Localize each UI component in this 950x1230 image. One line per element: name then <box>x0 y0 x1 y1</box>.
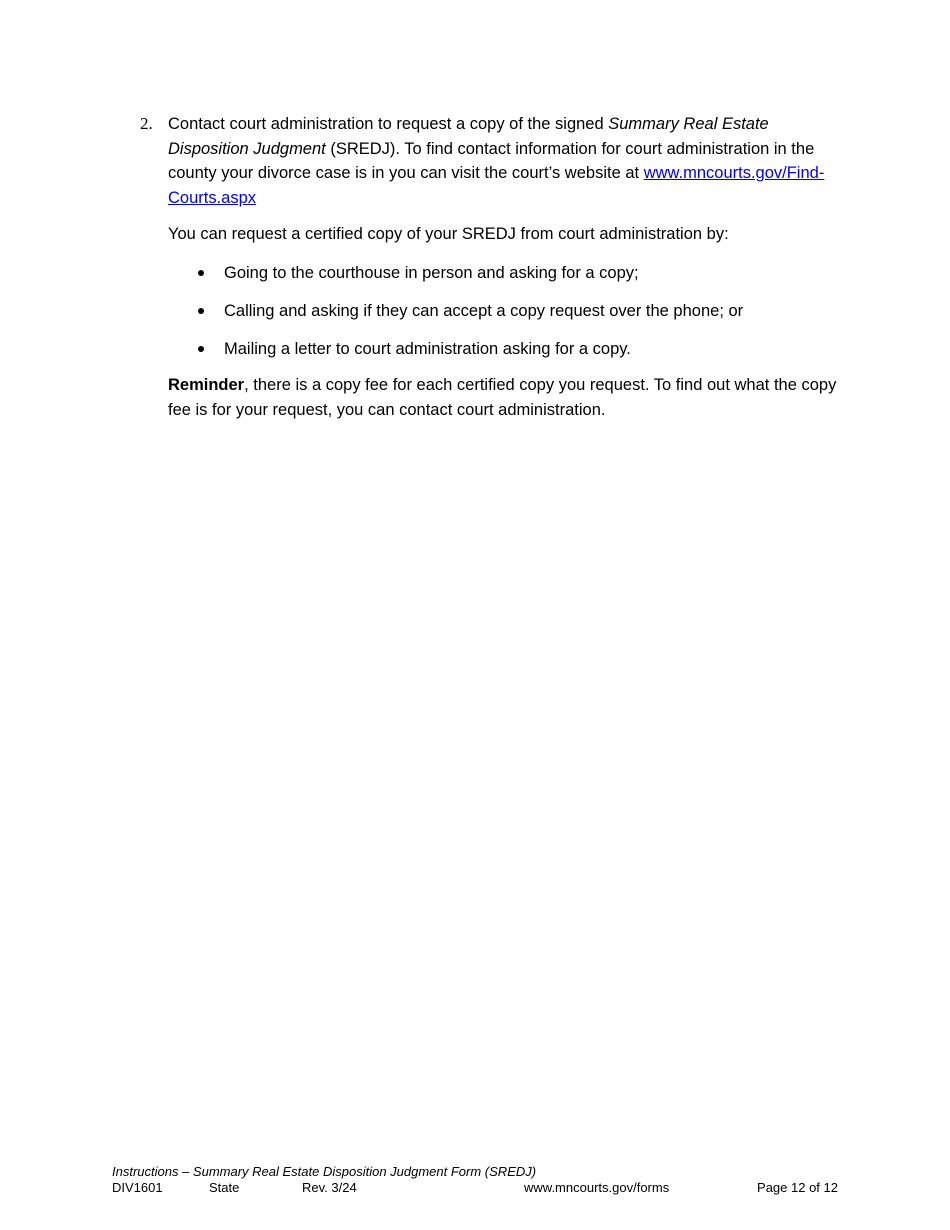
list-item <box>195 337 845 375</box>
bullet-icon <box>198 308 204 314</box>
list-item-text: Calling and asking if they can accept a copy request over the phone; or <box>224 302 744 320</box>
list-item-text: Mailing a letter to court administration asking for a copy. <box>224 340 631 358</box>
footer-revision: Rev. 3/24 <box>302 1180 357 1195</box>
reminder-paragraph <box>168 373 848 423</box>
item-text-italic: Summary Real Estate Disposition Judgment <box>168 115 769 158</box>
item-text-2: (SREDJ). To find contact information for court administration in the county your divorce case is in you can visit the court’s website at <box>168 139 815 182</box>
footer-title: Instructions – Summary Real Estate Disposition Judgment Form (SREDJ) <box>112 1164 537 1179</box>
request-methods-list <box>195 261 845 375</box>
item-body <box>168 112 840 210</box>
footer-url: www.mncourts.gov/forms <box>524 1180 670 1195</box>
find-courts-link[interactable]: www.mncourts.gov/Find-Courts.aspx <box>168 164 825 207</box>
item-number: 2. <box>140 114 153 133</box>
footer-row <box>112 1180 842 1196</box>
list-item <box>195 261 845 299</box>
item-text-1: Contact court administration to request a copy of the signed <box>168 115 609 133</box>
reminder-label: Reminder <box>168 376 245 394</box>
footer-form-number: DIV1601 <box>112 1180 163 1195</box>
footer-page-number: Page 12 of 12 <box>757 1180 838 1195</box>
footer-jurisdiction: State <box>209 1180 240 1195</box>
reminder-text: , there is a copy fee for each certified copy you request. To find out what the copy fee is for your request, you can contact court administration. <box>168 376 837 419</box>
list-item <box>195 299 845 337</box>
item-paragraph <box>168 112 840 210</box>
bullet-icon <box>198 270 204 276</box>
request-intro: You can request a certified copy of your SREDJ from court administration by: <box>168 225 729 243</box>
bullet-icon <box>198 346 204 352</box>
list-item-text: Going to the courthouse in person and asking for a copy; <box>224 264 639 282</box>
page-footer <box>112 1164 842 1196</box>
